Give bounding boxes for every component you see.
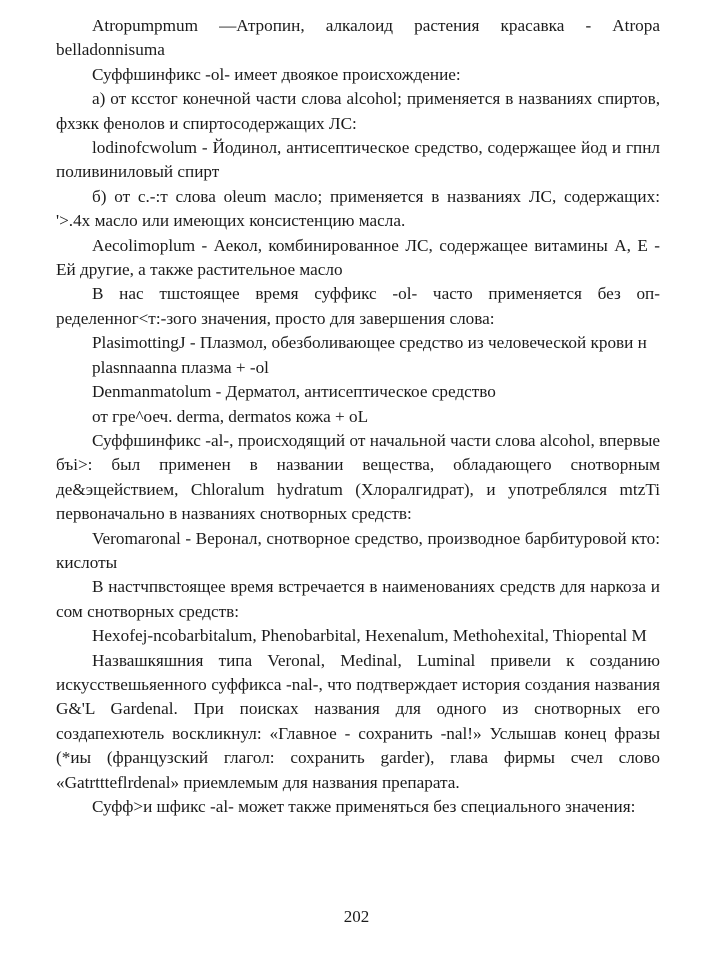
document-body: [56, 14, 660, 819]
term-plasmolum-etymology: plasnnaanna плазма + -ol: [92, 357, 269, 377]
term-veronalum: Veromaronal - Веронал, снотворное средство, производное барбитуровой кто: кислоты: [56, 528, 660, 572]
suffix-al-origin: Суффшинфикс -al-, происходящий от начальной части слова alcohol, впервые бъі>: был применен в названии вещества, обладающего снотворным де&эщействием, Chloralum hydratum (Хлоралгидрат), и употреблялся mtzTi первоначально в названиях снотворных средств:: [56, 430, 660, 524]
page-number: 202: [343, 907, 370, 926]
suffix-ol-origin-b: б) от с.-:т слова oleum масло; применяется в названиях ЛС, содержащих: '>.4х масло или имеющих консистенцию масла.: [56, 186, 660, 231]
term-atropinum: Atropumpmum —Атропин, алкалоид растения красавка - Atropa belladonnisuma: [56, 16, 660, 60]
term-aecolum: Aecolimoplum - Аекол, комбинированное ЛС, содержащее витамины А, Е - Ей другие, а также растительное масло: [56, 235, 660, 280]
barbiturate-list: Hexofej-ncobarbitalum, Phenobarbital, Hexenalum, Methohexital, Thiopental М: [92, 626, 647, 646]
suffix-ol-origin-a: а) от кcстог конечной части слова alcohol; применяется в названиях спиртов, фхзкк фенолов и спиртосодержащих ЛС:: [56, 89, 660, 133]
suffix-al-no-meaning: Суфф>и шфикс -al- может также применяться без специального значения:: [92, 797, 636, 816]
suffix-ol-modern-usage: В нас тшстоящее время суффикс -ol- часто применяется без определенног<т:-зого значения, просто для завершения слова:: [56, 284, 660, 328]
suffix-nal-history: Назвашкяшния типа Veronal, Medinal, Luminal привели к созданию искусствешьяенного суффикса -nal-, что подтверждает история создания названия G&'L Gardenal. При поисках названия для одного из снотворных его создапехютель воскликнул: «Главное - сохранить -nal!» Услышав конец фразы (*иы (французский глагол: сохранить garder), глава фирмы счел слово «Gatrttteflrdenal» приемлемым для названия препарата.: [56, 650, 660, 792]
term-dermatolum: Denmanmatolum - Дерматол, антисептическое средство: [92, 382, 496, 402]
term-dermatolum-etymology: от гре^оеч. derma, dermatos кожа + оL: [92, 406, 369, 426]
term-iodinolum: lodinofcwolum - Йодинол, антисептическое средство, содержащее йод и гпнл поливиниловый спирт: [56, 138, 660, 182]
suffix-ol-heading: Суффшинфикс -ol- имеет двоякое происхождение:: [92, 64, 461, 84]
suffix-al-modern-usage: В настчпвстоящее время встречается в наименованиях средств для наркоза и сом снотворных средств:: [56, 577, 660, 621]
term-plasmolum: PlasimottingJ - Плазмол, обезболивающее средство из человеческой крови н: [92, 333, 647, 353]
